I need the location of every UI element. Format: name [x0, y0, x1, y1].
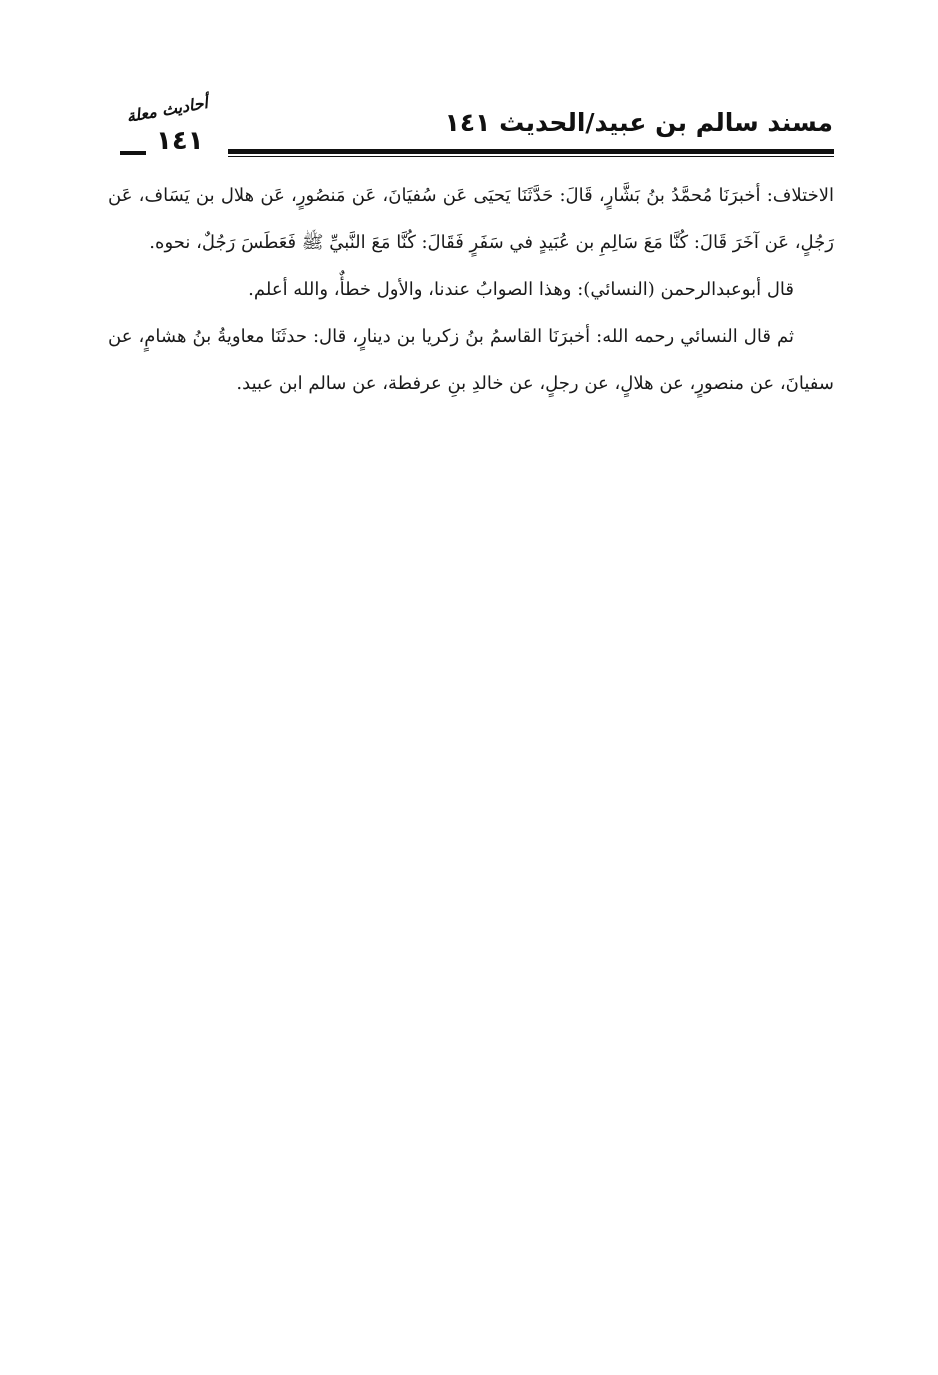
- header-rule: [228, 149, 834, 154]
- paragraph-isnad-variant: الاختلاف: أخبرَنَا مُحمَّدُ بنُ بَشَّارٍ، قَالَ: حَدَّثَنَا يَحيَى عَن سُفيَانَ، عَن مَنصُورٍ، عَن هلال بن يَسَاف، عَن رَجُلٍ، عَن آخَرَ قَالَ: كُنَّا مَعَ سَالِمِ بن عُبَيدٍ في سَفَرٍ فَقَالَ: كُنَّا مَعَ النَّبيِّ ﷺ فَعَطَسَ رَجُلٌ، نحوه.: [108, 185, 834, 253]
- paragraph-second-isnad: ثم قال النسائي رحمه الله: أخبرَنَا القاسمُ بنُ زكريا بن دينارٍ، قال: حدثَنَا معاويةُ بنُ هشامٍ، عن سفيانَ، عن منصورٍ، عن هلالٍ، عن رجلٍ، عن خالدِ بنِ عرفطة، عن سالم ابن عبيد.: [108, 326, 834, 394]
- paragraph-nasai-verdict: قال أبوعبدالرحمن (النسائي): وهذا الصوابُ عندنا، والأول خطأٌ، والله أعلم.: [248, 279, 794, 300]
- page-body: [108, 172, 834, 407]
- handwritten-hadith-number: ١٤١: [156, 126, 204, 156]
- handwritten-dash: [120, 151, 146, 155]
- page-header-title: مسند سالم بن عبيد/الحديث ١٤١: [444, 108, 833, 137]
- handwritten-note-text: أحاديث معلة: [124, 93, 210, 126]
- handwritten-note: [112, 93, 252, 168]
- header-rule-thin: [228, 156, 834, 157]
